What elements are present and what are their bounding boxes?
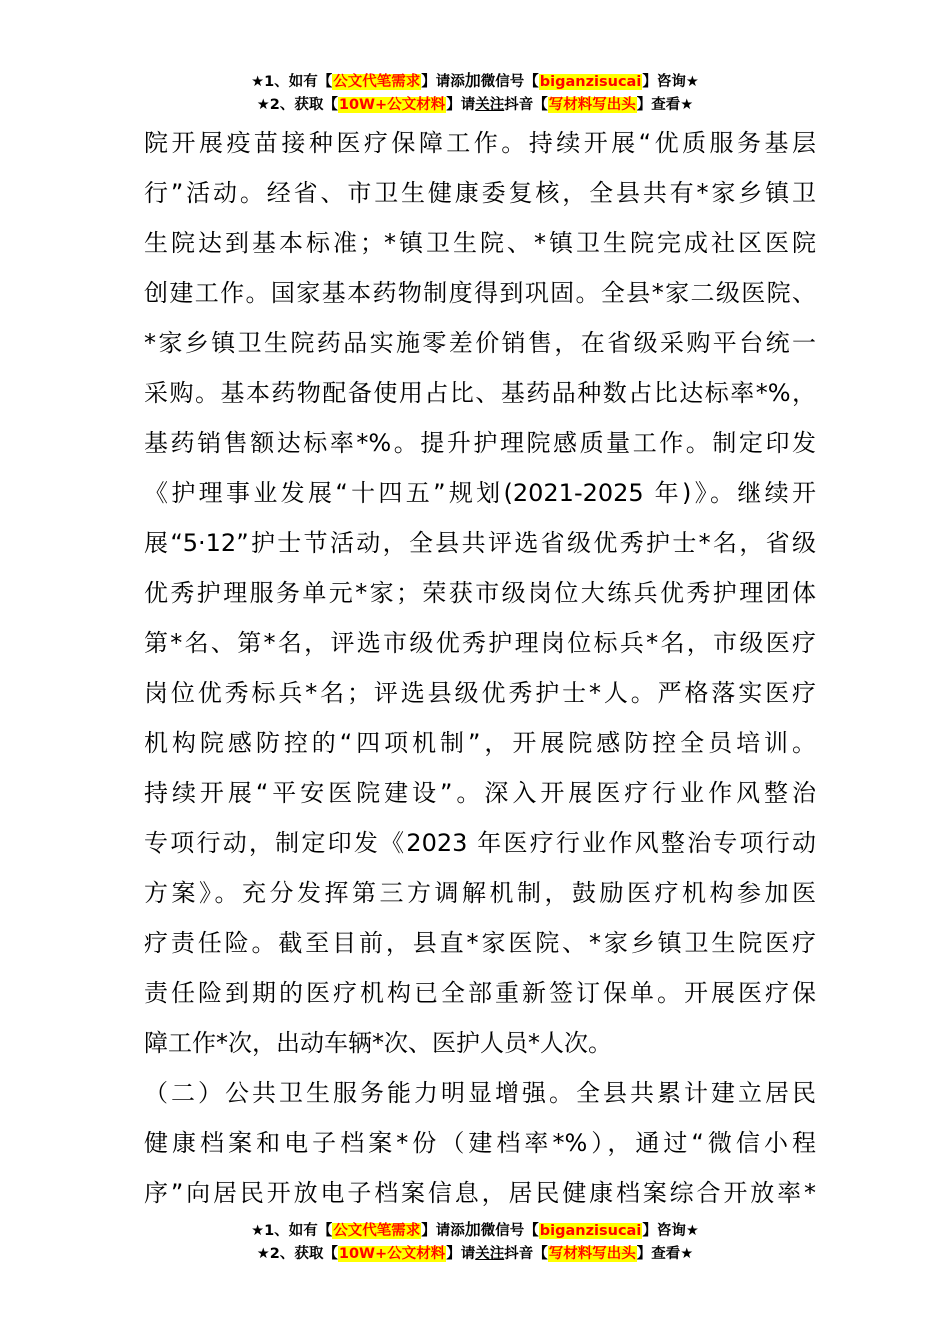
- footer-line-1-text-jia: 加: [464, 1220, 481, 1239]
- body-line: 健康档案和电子档案*份（建档率*%），通过“微信小程: [144, 1129, 816, 1157]
- header-line-2-text-douyin: 抖音【: [504, 97, 548, 113]
- header-line-1-suffix: 】咨询★: [642, 74, 699, 90]
- body-line: 岗位优秀标兵*名；评选县级优秀护士*人。严格落实医疗: [144, 679, 816, 707]
- body-line: 院开展疫苗接种医疗保障工作。持续开展“优质服务基层: [144, 129, 816, 157]
- body-line: *家乡镇卫生院药品实施零差价销售，在省级采购平台统一: [144, 329, 816, 357]
- header-line-2: [0, 93, 950, 117]
- footer-line-2-highlight-account: 写材料写出头: [548, 1246, 636, 1262]
- footer-line-2-suffix: 】查看★: [636, 1246, 694, 1262]
- body-line: 《护理事业发展“十四五”规划(2021-2025 年)》。继续开: [144, 479, 816, 507]
- footer-line-1-highlight-service: 公文代笔需求: [333, 1223, 421, 1239]
- body-line: 障工作*次，出动车辆*次、医护人员*人次。: [144, 1029, 612, 1057]
- body-line: 创建工作。国家基本药物制度得到巩固。全县*家二级医院、: [144, 279, 816, 307]
- body-line: 基药销售额达标率*%。提升护理院感质量工作。制定印发: [144, 429, 816, 457]
- body-line: 展“5·12”护士节活动，全县共评选省级优秀护士*名，省级: [144, 529, 816, 557]
- header-line-2-prefix: ★2、获取【: [256, 97, 338, 113]
- footer-line-2-highlight-materials: 10W+公文材料: [338, 1246, 446, 1262]
- body-line: 机构院感防控的“四项机制”，开展院感防控全员培训。: [144, 729, 816, 757]
- header-line-2-highlight-account: 写材料写出头: [548, 97, 636, 113]
- header-line-2-suffix: 】查看★: [636, 97, 694, 113]
- footer-banner: [0, 1218, 950, 1266]
- body-line: 生院达到基本标准；*镇卫生院、*镇卫生院完成社区医院: [144, 229, 816, 257]
- footer-line-2-text-please: 】请: [446, 1246, 476, 1262]
- footer-line-1-highlight-wechat-id: biganzisucai: [539, 1223, 642, 1239]
- body-line: 责任险到期的医疗机构已全部重新签订保单。开展医疗保: [144, 979, 816, 1007]
- header-line-1-text-jia: 加: [464, 71, 481, 90]
- document-body: [144, 118, 816, 1218]
- header-line-1-prefix: ★1、如有【: [251, 74, 333, 90]
- body-line: 优秀护理服务单元*家；荣获市级岗位大练兵优秀护理团体: [144, 579, 816, 607]
- body-line: 第*名、第*名，评选市级优秀护理岗位标兵*名，市级医疗: [144, 629, 816, 657]
- footer-line-2-prefix: ★2、获取【: [256, 1246, 338, 1262]
- footer-line-1-text-wechat: 微信号【: [480, 1223, 539, 1239]
- header-line-1: [0, 69, 950, 93]
- footer-line-1-prefix: ★1、如有【: [251, 1223, 333, 1239]
- body-line: 疗责任险。截至目前，县直*家医院、*家乡镇卫生院医疗: [144, 929, 816, 957]
- header-line-2-text-please: 】请: [446, 97, 476, 113]
- header-line-1-text-wechat: 微信号【: [480, 74, 539, 90]
- footer-line-1: [0, 1218, 950, 1242]
- footer-line-1-suffix: 】咨询★: [642, 1223, 699, 1239]
- footer-line-2: [0, 1242, 950, 1266]
- footer-line-1-text-add: 】请添: [421, 1223, 465, 1239]
- body-line: 持续开展“平安医院建设”。深入开展医疗行业作风整治: [144, 779, 816, 807]
- header-line-1-highlight-service: 公文代笔需求: [333, 74, 421, 90]
- body-line: 行”活动。经省、市卫生健康委复核，全县共有*家乡镇卫: [144, 179, 816, 207]
- body-line: 序”向居民开放电子档案信息，居民健康档案综合开放率*: [144, 1179, 816, 1207]
- header-line-2-text-follow: 关注: [475, 97, 505, 113]
- body-line: 方案》。充分发挥第三方调解机制，鼓励医疗机构参加医: [144, 879, 816, 907]
- header-line-1-highlight-wechat-id: biganzisucai: [539, 74, 642, 90]
- section-heading-line: （二）公共卫生服务能力明显增强。全县共累计建立居民: [144, 1079, 816, 1107]
- footer-line-2-text-follow: 关注: [475, 1246, 505, 1262]
- footer-line-2-text-douyin: 抖音【: [504, 1246, 548, 1262]
- body-line: 专项行动，制定印发《2023 年医疗行业作风整治专项行动: [144, 829, 816, 857]
- header-line-2-highlight-materials: 10W+公文材料: [338, 97, 446, 113]
- header-line-1-text-add: 】请添: [421, 74, 465, 90]
- body-line: 采购。基本药物配备使用占比、基药品种数占比达标率*%，: [144, 379, 816, 407]
- header-banner: [0, 69, 950, 117]
